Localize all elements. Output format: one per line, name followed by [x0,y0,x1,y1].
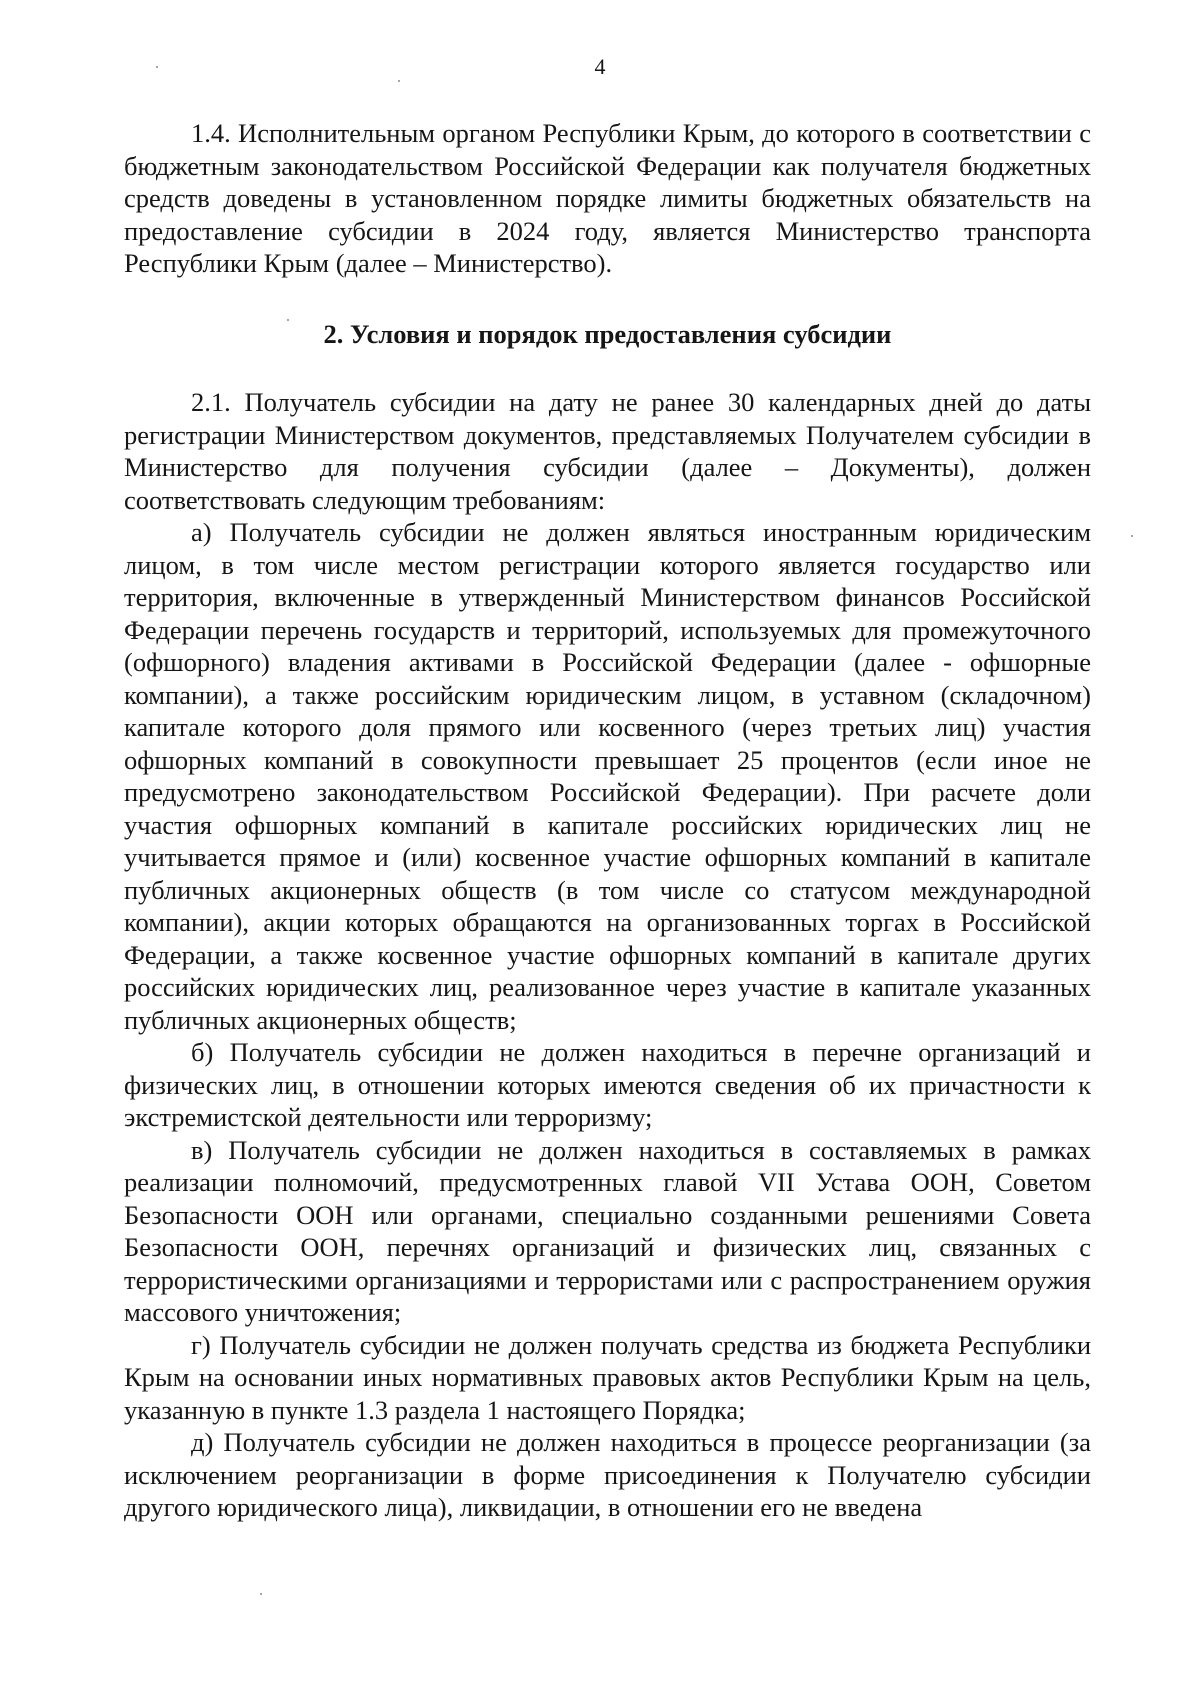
scan-speck [1131,535,1133,537]
document-body [124,117,1091,1524]
section-title: 2. Условия и порядок предоставления субсидии [323,318,892,349]
scan-speck [287,319,289,321]
scan-speck [398,80,400,82]
paragraph-2-1: 2.1. Получатель субсидии на дату не ранее 30 календарных дней до даты регистрации Министерством документов, представляемых Получателем субсидии в Министерство для получения субсидии (далее – Документы), должен соответствовать следующим требованиям: [124,387,1091,515]
paragraph-1-4: 1.4. Исполнительным органом Республики Крым, до которого в соответствии с бюджетным законодательством Российской Федерации как получателя бюджетных средств доведены в установленном порядке лимиты бюджетных обязательств на предоставление субсидии в 2024 году, является Министерство транспорта Республики Крым (далее – Министерство). [124,118,1091,278]
scan-speck [156,66,158,68]
page-number: 4 [594,54,606,79]
paragraph-d: д) Получатель субсидии не должен находиться в процессе реорганизации (за исключением реорганизации в форме присоединения к Получателю субсидии другого юридического лица), ликвидации, в отношении его не введена [124,1427,1091,1522]
paragraph-g: г) Получатель субсидии не должен получать средства из бюджета Республики Крым на основании иных нормативных правовых актов Республики Крым на цель, указанную в пункте 1.3 раздела 1 настоящего Порядка; [124,1329,1091,1425]
paragraph-v: в) Получатель субсидии не должен находиться в составляемых в рамках реализации полномочий, предусмотренных главой VII Устава ООН, Советом Безопасности ООН или органами, специально созданными решениями Совета Безопасности ООН, перечнях организаций и физических лиц, связанных с террористическими организациями и террористами или с распространением оружия массового уничтожения; [124,1134,1091,1327]
paragraph-b: б) Получатель субсидии не должен находиться в перечне организаций и физических лиц, в отношении которых имеются сведения об их причастности к экстремистской деятельности или терроризму; [124,1037,1091,1132]
paragraph-a: а) Получатель субсидии не должен являться иностранным юридическим лицом, в том числе местом регистрации которого является государство или территория, включенные в утвержденный Министерством финансов Российской Федерации перечень государств и территорий, используемых для промежуточного (офшорного) владения активами в Российской Федерации (далее - офшорные компании), а также российским юридическим лицом, в уставном (складочном) капитале которого доля прямого или косвенного (через третьих лиц) участия офшорных компаний в совокупности превышает 25 процентов (если иное не предусмотрено законодательством Российской Федерации). При расчете доли участия офшорных компаний в капитале российских юридических лиц не учитывается прямое и (или) косвенное участие офшорных компаний в капитале публичных акционерных обществ (в том числе со статусом международной компании), акции которых обращаются на организованных торгах в Российской Федерации, а также косвенное участие офшорных компаний в капитале других российских юридических лиц, реализованное через участие в капитале указанных публичных акционерных обществ; [124,517,1091,1035]
scan-speck [260,1593,262,1595]
